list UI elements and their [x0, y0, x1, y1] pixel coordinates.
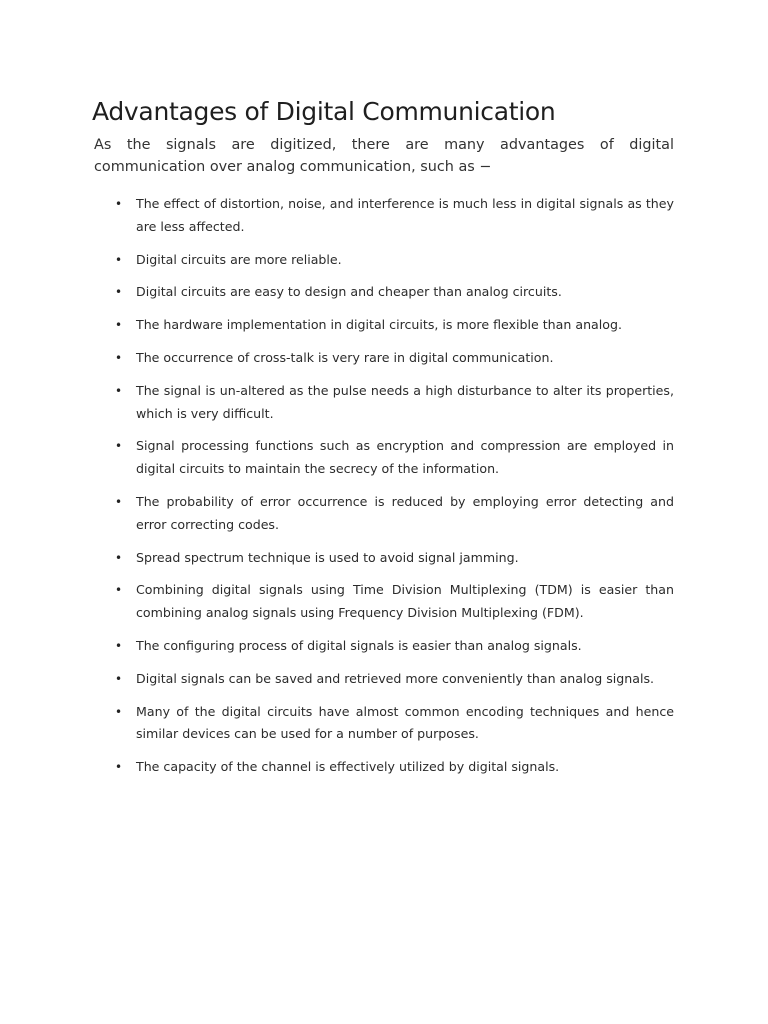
list-item-text: Signal processing functions such as encryption and compression are employed in digital circuits to maintain the secrecy of the information. — [136, 438, 674, 477]
list-item-text: The capacity of the channel is effectively utilized by digital signals. — [136, 759, 560, 775]
list-item-text: Combining digital signals using Time Division Multiplexing (TDM) is easier than combining analog signals using Frequency Division Multiplexing (FDM). — [136, 582, 674, 621]
list-item-text: Spread spectrum technique is used to avoid signal jamming. — [136, 549, 519, 565]
list-item — [92, 314, 674, 337]
advantages-list — [92, 193, 674, 779]
bullet-icon: • — [115, 439, 123, 454]
list-item-text: The probability of error occurrence is reduced by employing error detecting and error correcting codes. — [136, 493, 674, 532]
bullet-icon: • — [115, 494, 123, 509]
list-item — [92, 635, 674, 658]
list-item — [92, 249, 674, 272]
bullet-icon: • — [115, 760, 123, 775]
bullet-icon: • — [115, 285, 123, 300]
list-item — [92, 579, 674, 625]
list-item — [92, 380, 674, 426]
list-item-text: Digital signals can be saved and retrieved more conveniently than analog signals. — [136, 670, 655, 686]
list-item-text: Many of the digital circuits have almost common encoding techniques and hence similar devices can be used for a number of purposes. — [136, 703, 674, 742]
list-item — [92, 193, 674, 239]
list-item-text: The occurrence of cross-talk is very rare in digital communication. — [136, 349, 554, 365]
bullet-icon: • — [115, 550, 123, 565]
document-content — [92, 94, 674, 789]
list-item-text: Digital circuits are easy to design and cheaper than analog circuits. — [136, 284, 562, 300]
list-item-text: The signal is un-altered as the pulse needs a high disturbance to alter its properties, which is very difficult. — [136, 382, 674, 421]
list-item — [92, 756, 674, 779]
list-item-text: Digital circuits are more reliable. — [136, 251, 342, 267]
bullet-icon: • — [115, 318, 123, 333]
list-item — [92, 668, 674, 691]
bullet-icon: • — [115, 671, 123, 686]
list-item — [92, 435, 674, 481]
document-title: Advantages of Digital Communication — [92, 97, 556, 126]
bullet-icon: • — [115, 704, 123, 719]
list-item — [92, 701, 674, 747]
bullet-icon: • — [115, 583, 123, 598]
list-item — [92, 491, 674, 537]
bullet-icon: • — [115, 197, 123, 211]
bullet-icon: • — [115, 638, 123, 653]
list-item-text: The effect of distortion, noise, and interference is much less in digital signals as they are less affected. — [136, 196, 674, 234]
list-item — [92, 347, 674, 370]
list-item-text: The configuring process of digital signals is easier than analog signals. — [136, 637, 582, 653]
list-item-text: The hardware implementation in digital circuits, is more flexible than analog. — [136, 317, 622, 333]
bullet-icon: • — [115, 252, 123, 267]
bullet-icon: • — [115, 350, 123, 365]
intro-paragraph: As the signals are digitized, there are many advantages of digital communication over analog communication, such as − — [94, 137, 674, 175]
list-item — [92, 547, 674, 570]
list-item — [92, 281, 674, 304]
bullet-icon: • — [115, 383, 123, 398]
